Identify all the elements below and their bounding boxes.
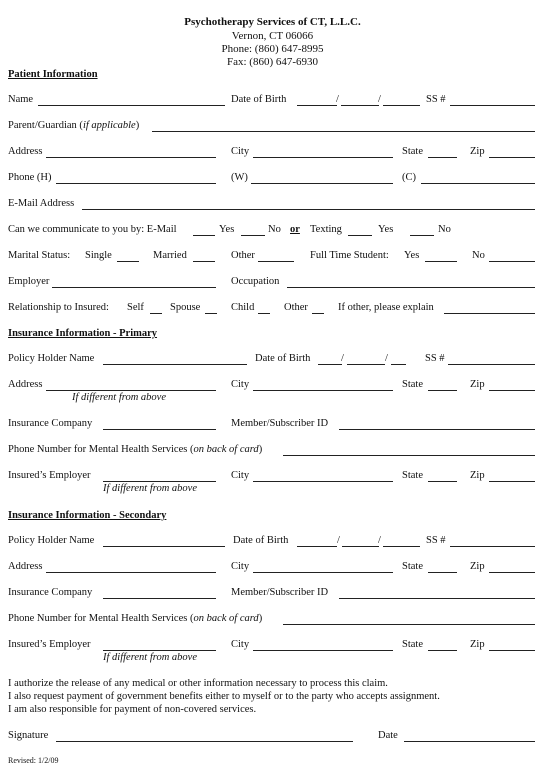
text-yes-field[interactable] bbox=[348, 235, 372, 236]
primary-dob-month-field[interactable] bbox=[318, 364, 342, 365]
secondary-policy-holder-field[interactable] bbox=[103, 546, 225, 547]
employer-field[interactable] bbox=[52, 287, 216, 288]
secondary-dob-slash-1: / bbox=[337, 535, 340, 546]
secondary-emp-zip-label: Zip bbox=[470, 639, 485, 650]
employer-label: Employer bbox=[8, 276, 50, 287]
secondary-dob-label: Date of Birth bbox=[233, 535, 289, 546]
secondary-zip-field[interactable] bbox=[489, 572, 535, 573]
address-field[interactable] bbox=[46, 157, 216, 158]
primary-emp-zip-label: Zip bbox=[470, 470, 485, 481]
revised-date: Revised: 1/2/09 bbox=[8, 756, 59, 765]
texting-label: Texting bbox=[310, 224, 342, 235]
primary-ssn-field[interactable] bbox=[448, 364, 535, 365]
email-label: E-Mail Address bbox=[8, 198, 75, 209]
email-no-label: No bbox=[268, 224, 281, 235]
primary-emp-state-field[interactable] bbox=[428, 481, 457, 482]
fts-yes-field[interactable] bbox=[425, 261, 457, 262]
secondary-address-label: Address bbox=[8, 561, 43, 572]
fts-no-label: No bbox=[472, 250, 485, 261]
secondary-employer-note: If different from above bbox=[103, 652, 197, 663]
primary-section-title: Insurance Information - Primary bbox=[8, 328, 158, 339]
primary-address-label: Address bbox=[8, 379, 43, 390]
phone-home-field[interactable] bbox=[56, 183, 216, 184]
primary-policy-holder-field[interactable] bbox=[103, 364, 247, 365]
secondary-ins-company-label: Insurance Company bbox=[8, 587, 93, 598]
primary-dob-label: Date of Birth bbox=[255, 353, 311, 364]
name-field[interactable] bbox=[38, 105, 225, 106]
dob-slash-1: / bbox=[336, 94, 339, 105]
state-label: State bbox=[402, 146, 423, 157]
secondary-member-id-field[interactable] bbox=[339, 598, 535, 599]
primary-dob-slash-2: / bbox=[385, 353, 388, 364]
single-field[interactable] bbox=[117, 261, 139, 262]
secondary-city-label: City bbox=[231, 561, 250, 572]
primary-phone-mh-label: Phone Number for Mental Health Services (on back of card) bbox=[8, 444, 263, 455]
child-label: Child bbox=[231, 302, 255, 313]
dob-month-field[interactable] bbox=[297, 105, 337, 106]
fts-yes-label: Yes bbox=[404, 250, 420, 261]
marital-other-label: Other bbox=[231, 250, 255, 261]
phone-cell-label: (C) bbox=[402, 172, 416, 183]
email-yes-label: Yes bbox=[219, 224, 235, 235]
primary-dob-day-field[interactable] bbox=[347, 364, 385, 365]
secondary-dob-slash-2: / bbox=[378, 535, 381, 546]
secondary-ssn-field[interactable] bbox=[450, 546, 535, 547]
authorization-line-3: I am also responsible for payment of non-covered services. bbox=[8, 704, 257, 715]
secondary-phone-mh-field[interactable] bbox=[283, 624, 535, 625]
self-label: Self bbox=[127, 302, 144, 313]
signature-date-label: Date bbox=[378, 730, 398, 741]
primary-dob-slash-1: / bbox=[341, 353, 344, 364]
fts-no-field[interactable] bbox=[489, 261, 535, 262]
email-no-field[interactable] bbox=[241, 235, 265, 236]
primary-insured-employer-label: Insured’s Employer bbox=[8, 470, 91, 481]
marital-other-field[interactable] bbox=[258, 261, 294, 262]
primary-city-field[interactable] bbox=[253, 390, 393, 391]
email-field[interactable] bbox=[82, 209, 535, 210]
child-field[interactable] bbox=[258, 313, 270, 314]
if-other-field[interactable] bbox=[444, 313, 535, 314]
rel-other-label: Other bbox=[284, 302, 308, 313]
secondary-address-field[interactable] bbox=[46, 572, 216, 573]
primary-employer-note: If different from above bbox=[103, 483, 197, 494]
secondary-emp-city-field[interactable] bbox=[253, 650, 393, 651]
phone-home-label: Phone (H) bbox=[8, 172, 52, 183]
if-other-label: If other, please explain bbox=[338, 302, 434, 313]
org-name: Psychotherapy Services of CT, L.L.C. bbox=[184, 16, 361, 28]
primary-city-label: City bbox=[231, 379, 250, 390]
signature-date-field[interactable] bbox=[404, 741, 535, 742]
text-no-field[interactable] bbox=[410, 235, 434, 236]
city-label: City bbox=[231, 146, 250, 157]
email-yes-field[interactable] bbox=[193, 235, 215, 236]
secondary-state-label: State bbox=[402, 561, 423, 572]
spouse-field[interactable] bbox=[205, 313, 217, 314]
text-yes-label: Yes bbox=[378, 224, 394, 235]
authorization-line-2: I also request payment of government benefits either to myself or to the party who accepts assignment. bbox=[8, 691, 440, 702]
phone-cell-field[interactable] bbox=[421, 183, 535, 184]
signature-field[interactable] bbox=[56, 741, 353, 742]
signature-label: Signature bbox=[8, 730, 49, 741]
primary-state-label: State bbox=[402, 379, 423, 390]
primary-address-note: If different from above bbox=[72, 392, 166, 403]
relationship-label: Relationship to Insured: bbox=[8, 302, 109, 313]
secondary-zip-label: Zip bbox=[470, 561, 485, 572]
married-label: Married bbox=[153, 250, 187, 261]
or-label: or bbox=[290, 224, 300, 235]
zip-label: Zip bbox=[470, 146, 485, 157]
phone-work-label: (W) bbox=[231, 172, 248, 183]
secondary-member-id-label: Member/Subscriber ID bbox=[231, 587, 329, 598]
married-field[interactable] bbox=[193, 261, 215, 262]
secondary-insured-employer-field[interactable] bbox=[103, 650, 216, 651]
org-fax: Fax: (860) 647-6930 bbox=[226, 56, 319, 68]
secondary-state-field[interactable] bbox=[428, 572, 457, 573]
guardian-field[interactable] bbox=[152, 131, 535, 132]
secondary-dob-year-field[interactable] bbox=[383, 546, 420, 547]
dob-year-field[interactable] bbox=[383, 105, 420, 106]
phone-work-field[interactable] bbox=[251, 183, 393, 184]
name-label: Name bbox=[8, 94, 34, 105]
zip-field[interactable] bbox=[489, 157, 535, 158]
secondary-section-title: Insurance Information - Secondary bbox=[8, 510, 167, 521]
primary-policy-holder-label: Policy Holder Name bbox=[8, 353, 95, 364]
secondary-city-field[interactable] bbox=[253, 572, 393, 573]
secondary-insured-employer-label: Insured’s Employer bbox=[8, 639, 91, 650]
primary-address-field[interactable] bbox=[46, 390, 216, 391]
marital-label: Marital Status: bbox=[8, 250, 71, 261]
secondary-emp-state-label: State bbox=[402, 639, 423, 650]
authorization-line-1: I authorize the release of any medical or other information necessary to process this claim. bbox=[8, 678, 388, 689]
state-field[interactable] bbox=[428, 157, 457, 158]
primary-insured-employer-field[interactable] bbox=[103, 481, 216, 482]
primary-emp-city-label: City bbox=[231, 470, 250, 481]
org-city: Vernon, CT 06066 bbox=[231, 30, 314, 42]
secondary-emp-city-label: City bbox=[231, 639, 250, 650]
fts-label: Full Time Student: bbox=[310, 250, 389, 261]
secondary-emp-state-field[interactable] bbox=[428, 650, 457, 651]
primary-member-id-label: Member/Subscriber ID bbox=[231, 418, 329, 429]
single-label: Single bbox=[85, 250, 112, 261]
dob-slash-2: / bbox=[378, 94, 381, 105]
primary-zip-field[interactable] bbox=[489, 390, 535, 391]
primary-zip-label: Zip bbox=[470, 379, 485, 390]
primary-state-field[interactable] bbox=[428, 390, 457, 391]
dob-day-field[interactable] bbox=[341, 105, 379, 106]
self-field[interactable] bbox=[150, 313, 162, 314]
primary-dob-year-field[interactable] bbox=[391, 364, 406, 365]
occupation-field[interactable] bbox=[287, 287, 535, 288]
ssn-field[interactable] bbox=[450, 105, 535, 106]
primary-emp-city-field[interactable] bbox=[253, 481, 393, 482]
primary-emp-zip-field[interactable] bbox=[489, 481, 535, 482]
guardian-label: Parent/Guardian (if applicable) bbox=[8, 120, 140, 131]
ssn-label: SS # bbox=[426, 94, 446, 105]
communicate-label: Can we communicate to you by: E-Mail bbox=[8, 224, 177, 235]
primary-member-id-field[interactable] bbox=[339, 429, 535, 430]
primary-ins-company-label: Insurance Company bbox=[8, 418, 93, 429]
rel-other-field[interactable] bbox=[312, 313, 324, 314]
primary-phone-mh-field[interactable] bbox=[283, 455, 535, 456]
primary-ssn-label: SS # bbox=[425, 353, 445, 364]
secondary-dob-day-field[interactable] bbox=[342, 546, 379, 547]
dob-label: Date of Birth bbox=[231, 94, 287, 105]
primary-emp-state-label: State bbox=[402, 470, 423, 481]
secondary-phone-mh-label: Phone Number for Mental Health Services (on back of card) bbox=[8, 613, 263, 624]
spouse-label: Spouse bbox=[170, 302, 201, 313]
secondary-ins-company-field[interactable] bbox=[103, 598, 216, 599]
secondary-emp-zip-field[interactable] bbox=[489, 650, 535, 651]
patient-section-title: Patient Information bbox=[8, 69, 98, 80]
address-label: Address bbox=[8, 146, 43, 157]
text-no-label: No bbox=[438, 224, 451, 235]
secondary-dob-month-field[interactable] bbox=[297, 546, 337, 547]
secondary-ssn-label: SS # bbox=[426, 535, 446, 546]
secondary-policy-holder-label: Policy Holder Name bbox=[8, 535, 95, 546]
city-field[interactable] bbox=[253, 157, 393, 158]
primary-ins-company-field[interactable] bbox=[103, 429, 216, 430]
occupation-label: Occupation bbox=[231, 276, 280, 287]
org-phone: Phone: (860) 647-8995 bbox=[221, 43, 324, 55]
